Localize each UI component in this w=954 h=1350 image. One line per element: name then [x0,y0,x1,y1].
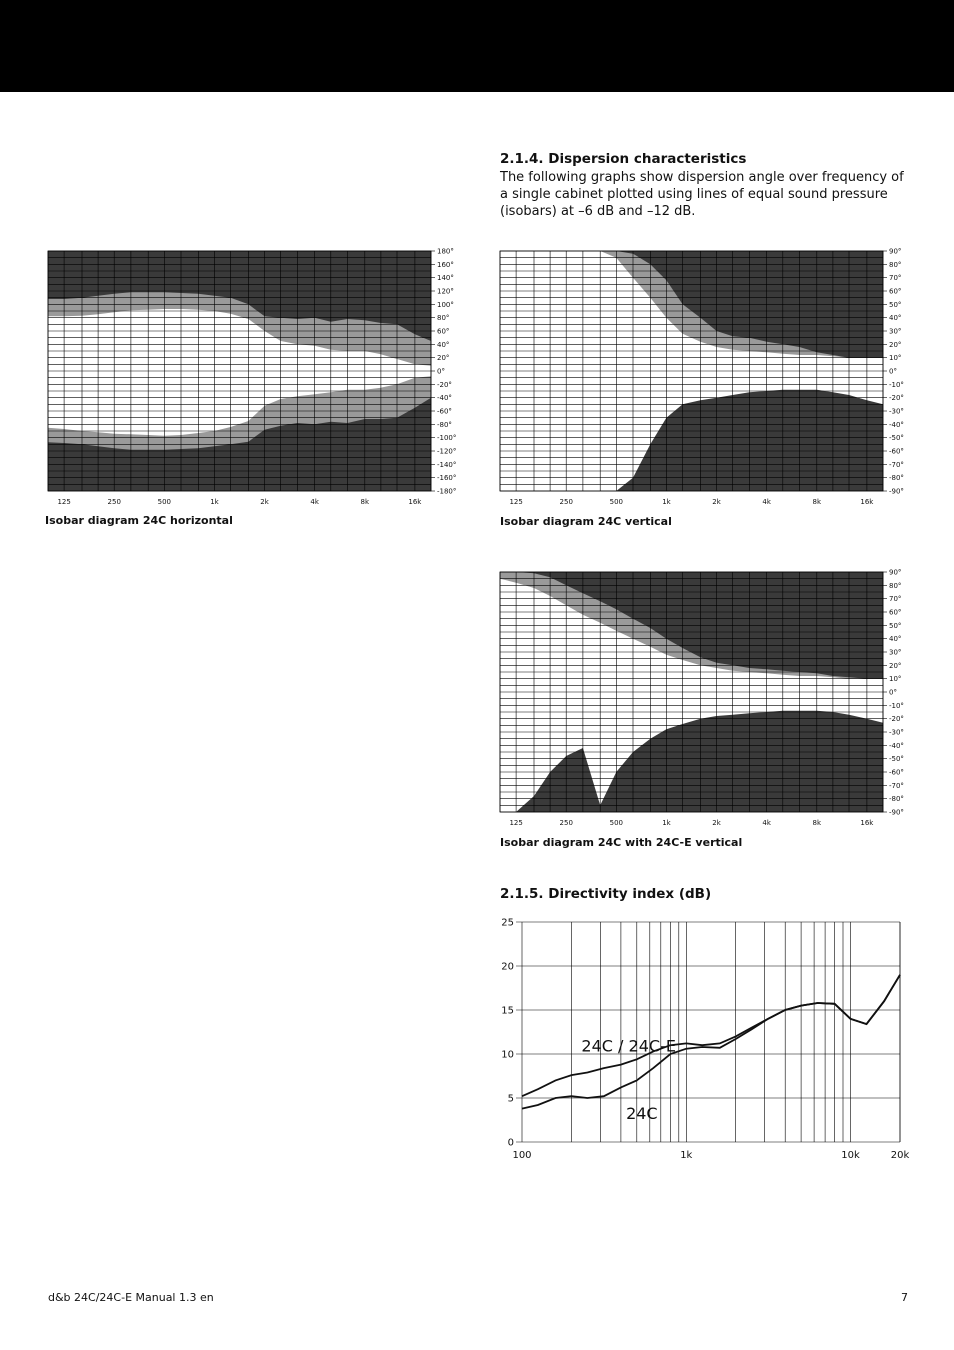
y-tick-label: -20° [889,394,904,403]
y-tick-label: 70° [889,595,902,604]
x-tick-label: 500 [609,498,624,506]
y-tick-label: -140° [437,460,457,469]
y-tick-label: -70° [889,460,904,469]
x-tick-label: 125 [57,498,71,506]
x-tick-label: 20k [890,1150,910,1161]
isobar-horizontal-chart [40,242,470,512]
y-tick-label: 60° [437,327,450,336]
y-tick-label: 0° [889,367,897,376]
y-tick-label: 0° [889,688,897,697]
y-tick-label: -40° [437,394,452,403]
y-tick-label: -70° [889,781,904,790]
y-tick-label: 60° [889,287,902,296]
x-tick-label: 16k [860,819,874,827]
y-tick-label: -90° [889,487,904,496]
x-tick-label: 2k [712,498,721,506]
caption-isobar-horizontal: Isobar diagram 24C horizontal [45,514,233,527]
x-tick-label: 1k [210,498,219,506]
y-tick-label: 140° [437,274,454,283]
y-tick-label: 180° [437,247,454,256]
y-tick-label: 20° [437,354,450,363]
page-number: 7 [901,1291,908,1304]
y-tick-label: 20 [501,961,514,973]
y-tick-label: -80° [437,420,452,429]
x-tick-label: 8k [812,498,822,506]
y-tick-label: -10° [889,380,904,389]
x-tick-label: 10k [841,1150,860,1161]
y-tick-label: -80° [889,795,904,804]
y-tick-label: 50° [889,300,902,309]
y-tick-label: 70° [889,274,902,283]
y-tick-label: -30° [889,407,904,416]
y-tick-label: -50° [889,755,904,764]
x-tick-label: 500 [609,819,624,827]
x-tick-label: 8k [812,819,822,827]
y-tick-label: 25 [501,917,514,929]
y-tick-label: 10 [501,1049,514,1061]
directivity-index-chart [490,912,920,1172]
y-tick-label: -20° [889,715,904,724]
section-heading-directivity: 2.1.5. Directivity index (dB) [500,886,712,902]
intro-paragraph: The following graphs show dispersion angle over frequency of a single cabinet plotted using lines of equal sound pressure (isobars) at –6 dB and –12 dB. [500,170,904,219]
y-tick-label: -20° [437,380,452,389]
y-tick-label: 0° [437,367,445,376]
isobar-24c-e-vertical-chart [492,563,922,833]
y-tick-label: 120° [437,287,454,296]
y-tick-label: 50° [889,621,902,630]
y-tick-label: -120° [437,447,457,456]
y-tick-label: -60° [889,447,904,456]
y-tick-label: 20° [889,340,902,349]
caption-isobar-vertical: Isobar diagram 24C vertical [500,515,672,528]
x-tick-label: 125 [509,498,523,506]
y-tick-label: 40° [889,635,902,644]
y-tick-label: -50° [889,434,904,443]
y-tick-label: -180° [437,487,457,496]
y-tick-label: -160° [437,474,457,483]
y-tick-label: 30° [889,648,902,657]
x-tick-label: 1k [662,819,671,827]
x-tick-label: 125 [509,819,523,827]
x-tick-label: 1k [662,498,671,506]
y-tick-label: -40° [889,741,904,750]
x-tick-label: 4k [762,819,771,827]
y-tick-label: 160° [437,260,454,269]
y-tick-label: 10° [889,675,902,684]
grid [516,922,900,1142]
y-tick-label: -90° [889,808,904,817]
y-tick-label: 10° [889,354,902,363]
section-heading-dispersion: 2.1.4. Dispersion characteristics [500,151,747,167]
y-tick-label: -10° [889,701,904,710]
y-tick-label: -30° [889,728,904,737]
x-tick-label: 2k [260,498,269,506]
y-tick-label: 90° [889,568,902,577]
y-tick-label: 40° [889,314,902,323]
x-tick-label: 16k [408,498,422,506]
x-tick-label: 1k [680,1150,693,1161]
y-tick-label: 30° [889,327,902,336]
isobar-vertical-chart [492,242,922,512]
footer-manual-title: d&b 24C/24C-E Manual 1.3 en [48,1291,214,1304]
y-tick-label: 0 [507,1137,514,1149]
y-tick-label: 90° [889,247,902,256]
x-tick-label: 250 [107,498,121,506]
y-tick-label: 20° [889,661,902,670]
y-tick-label: 60° [889,608,902,617]
y-tick-label: 80° [889,581,902,590]
x-tick-label: 500 [157,498,172,506]
x-tick-label: 250 [559,498,573,506]
x-tick-label: 100 [512,1150,532,1161]
y-tick-label: -100° [437,434,457,443]
y-tick-label: 80° [437,314,450,323]
y-tick-label: 15 [501,1005,514,1017]
y-tick-label: -40° [889,420,904,429]
y-tick-label: 40° [437,340,450,349]
y-tick-label: -60° [889,768,904,777]
header-bar [0,0,954,92]
y-tick-label: 100° [437,300,454,309]
y-tick-label: 80° [889,260,902,269]
x-tick-label: 250 [559,819,573,827]
series-label-24c-24c-e: 24C / 24C-E [581,1036,676,1056]
y-tick-label: -80° [889,474,904,483]
caption-isobar-24c-e-vertical: Isobar diagram 24C with 24C-E vertical [500,836,743,849]
y-tick-label: 5 [507,1093,514,1105]
series-label-24c: 24C [626,1104,658,1124]
x-tick-label: 8k [360,498,370,506]
x-tick-label: 4k [762,498,771,506]
y-tick-label: -60° [437,407,452,416]
x-tick-label: 16k [860,498,874,506]
x-tick-label: 4k [310,498,319,506]
x-tick-label: 2k [712,819,721,827]
